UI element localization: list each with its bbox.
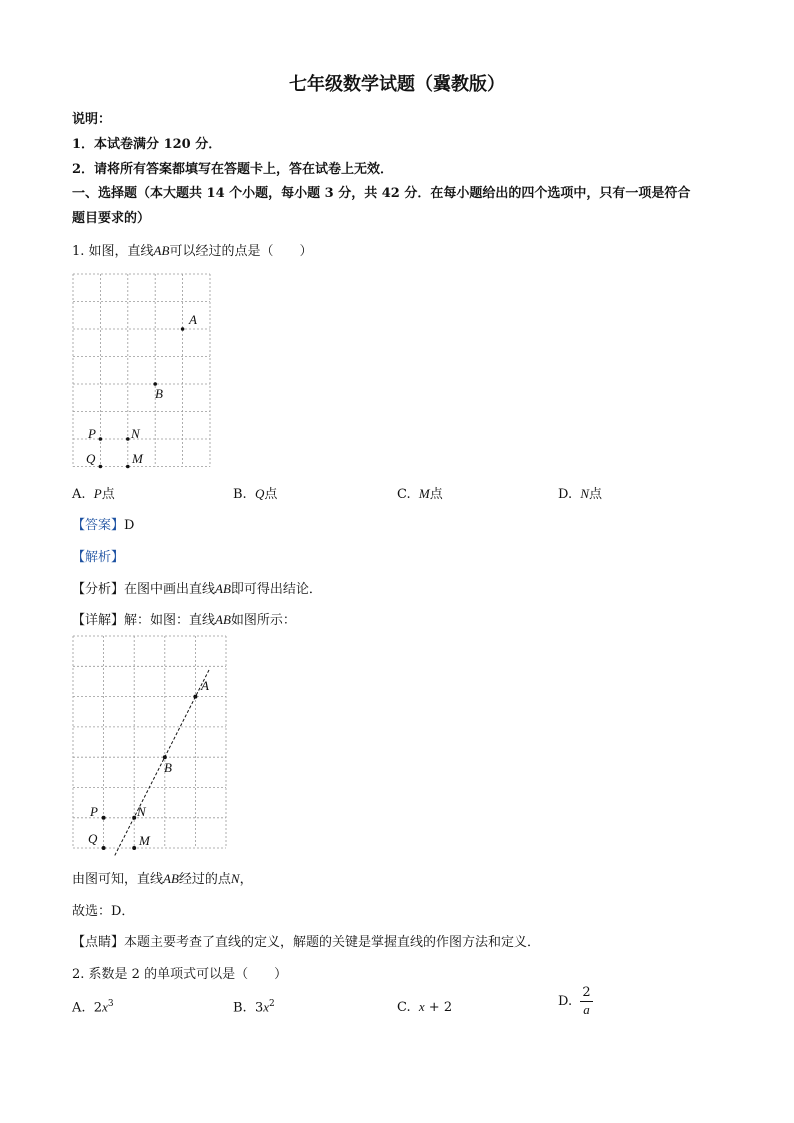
instruction-item-1: 1．本试卷满分 120 分． <box>72 137 222 152</box>
q1-option-c-var: M <box>418 486 430 501</box>
sol-point-n <box>132 816 136 820</box>
q2-option-c-var: x <box>418 999 425 1014</box>
q2-option-b-exp: 2 <box>269 999 275 1009</box>
detail-post: 如图所示： <box>230 613 296 628</box>
answer-tag: 【答案】 <box>72 518 125 533</box>
sol-label-a: A <box>201 678 209 693</box>
q1-option-a-var: P <box>93 486 102 501</box>
section-1-heading: 一、选择题（本大题共 14 个小题，每小题 3 分，共 42 分．在每小题给出的四个选项中，只有一项是符合 <box>72 186 691 201</box>
comment-text: 本题主要考查了直线的定义，解题的关键是掌握直线的作图方法和定义． <box>124 935 541 950</box>
label-p: P <box>88 426 96 441</box>
q1-option-d[interactable] <box>558 483 602 502</box>
section-1-heading-cont: 题目要求的） <box>72 211 151 226</box>
q2-option-a-exp: 3 <box>107 999 114 1009</box>
q2-option-b-var: x <box>263 999 270 1015</box>
q2-option-a[interactable] <box>72 999 114 1015</box>
point-n <box>126 437 130 441</box>
q1-option-c-text: 点 <box>429 487 443 502</box>
q2-option-d[interactable] <box>558 985 593 1018</box>
q1-solution-figure <box>70 632 230 860</box>
sol-label-n: N <box>137 804 146 819</box>
q2-option-d-fraction <box>580 985 592 1018</box>
point-m <box>126 465 130 469</box>
comment-tag: 【点睛】 <box>72 935 125 950</box>
q1-option-b-label: B. <box>233 487 247 502</box>
label-m: M <box>132 451 143 466</box>
question-2-stem: 2. 系数是 2 的单项式可以是（ ） <box>72 967 288 982</box>
sol-point-q <box>102 846 106 850</box>
q1-option-b-text: 点 <box>264 487 278 502</box>
sol-label-q: Q <box>88 831 98 846</box>
q2-option-c[interactable] <box>397 999 452 1015</box>
fenxi-tag: 【分析】 <box>72 582 125 597</box>
q2-option-b-coef: 3 <box>254 1000 264 1016</box>
label-b: B <box>155 386 163 401</box>
q2-option-a-var: x <box>102 999 108 1015</box>
q2-option-c-label: C. <box>397 1000 411 1015</box>
q1-option-a-label: A. <box>72 487 86 502</box>
q1-option-c[interactable] <box>397 483 443 502</box>
q2-option-a-coef: 2 <box>93 1000 103 1016</box>
q1-fenxi <box>72 578 322 597</box>
q1-option-d-label: D. <box>558 487 573 502</box>
q1-option-a-text: 点 <box>101 487 115 502</box>
conclusion-mid: 经过的点 <box>178 872 231 887</box>
detail-var: AB <box>215 612 231 627</box>
fenxi-var: AB <box>215 581 231 596</box>
conclusion-pre: 由图可知，直线 <box>72 872 164 887</box>
q2-option-d-label: D. <box>558 994 573 1009</box>
q2-option-c-rest: + 2 <box>424 1000 453 1015</box>
point-q <box>99 465 103 469</box>
sol-point-p <box>102 816 106 820</box>
q2-option-b[interactable] <box>233 999 275 1015</box>
instruction-item-2: 2．请将所有答案都填写在答题卡上，答在试卷上无效． <box>72 162 394 177</box>
fenxi-post: 即可得出结论． <box>230 582 322 597</box>
q1-option-c-label: C. <box>397 487 411 502</box>
detail-tag: 【详解】 <box>72 613 125 628</box>
fraction-numerator: 2 <box>582 985 591 1000</box>
sol-point-a <box>193 695 197 699</box>
label-n: N <box>131 426 140 441</box>
q1-option-d-var: N <box>580 486 590 501</box>
sol-label-m: M <box>139 833 150 848</box>
fenxi-pre: 在图中画出直线 <box>124 582 216 597</box>
sol-label-p: P <box>90 804 98 819</box>
sol-point-m <box>132 846 136 850</box>
q2-option-b-label: B. <box>233 1000 247 1016</box>
q1-answer <box>72 514 134 533</box>
q1-stem-pre: 1. 如图，直线 <box>72 244 154 259</box>
question-1-stem <box>72 240 312 259</box>
instructions-heading: 说明： <box>72 112 112 127</box>
q1-conclusion <box>72 868 253 887</box>
conclusion-post: ， <box>239 872 253 887</box>
q1-stem-var: AB <box>153 243 170 258</box>
answer-value: D <box>124 518 135 533</box>
conclusion-var2: N <box>230 871 240 886</box>
label-q: Q <box>86 451 96 466</box>
q1-detail <box>72 609 296 628</box>
q1-option-b-var: Q <box>254 486 265 501</box>
point-a <box>181 327 185 331</box>
conclusion-var: AB <box>163 871 179 886</box>
q1-stem-post: 可以经过的点是（ ） <box>169 244 313 259</box>
q1-choose: 故选：D． <box>72 904 135 919</box>
detail-pre: 解：如图：直线 <box>124 613 216 628</box>
q1-option-d-text: 点 <box>589 487 603 502</box>
sol-label-b: B <box>164 760 172 775</box>
fraction-denominator: a <box>583 1002 590 1017</box>
sol-point-b <box>163 755 167 759</box>
q1-option-a[interactable] <box>72 483 115 502</box>
paper-title: 七年级数学试题（冀教版） <box>289 74 505 95</box>
q1-comment <box>72 931 540 950</box>
q1-grid-figure <box>70 270 215 470</box>
q1-option-b[interactable] <box>233 483 277 502</box>
q1-analysis-tag: 【解析】 <box>72 550 125 565</box>
point-p <box>99 437 103 441</box>
label-a: A <box>189 312 197 327</box>
q2-option-a-label: A. <box>72 1000 86 1016</box>
